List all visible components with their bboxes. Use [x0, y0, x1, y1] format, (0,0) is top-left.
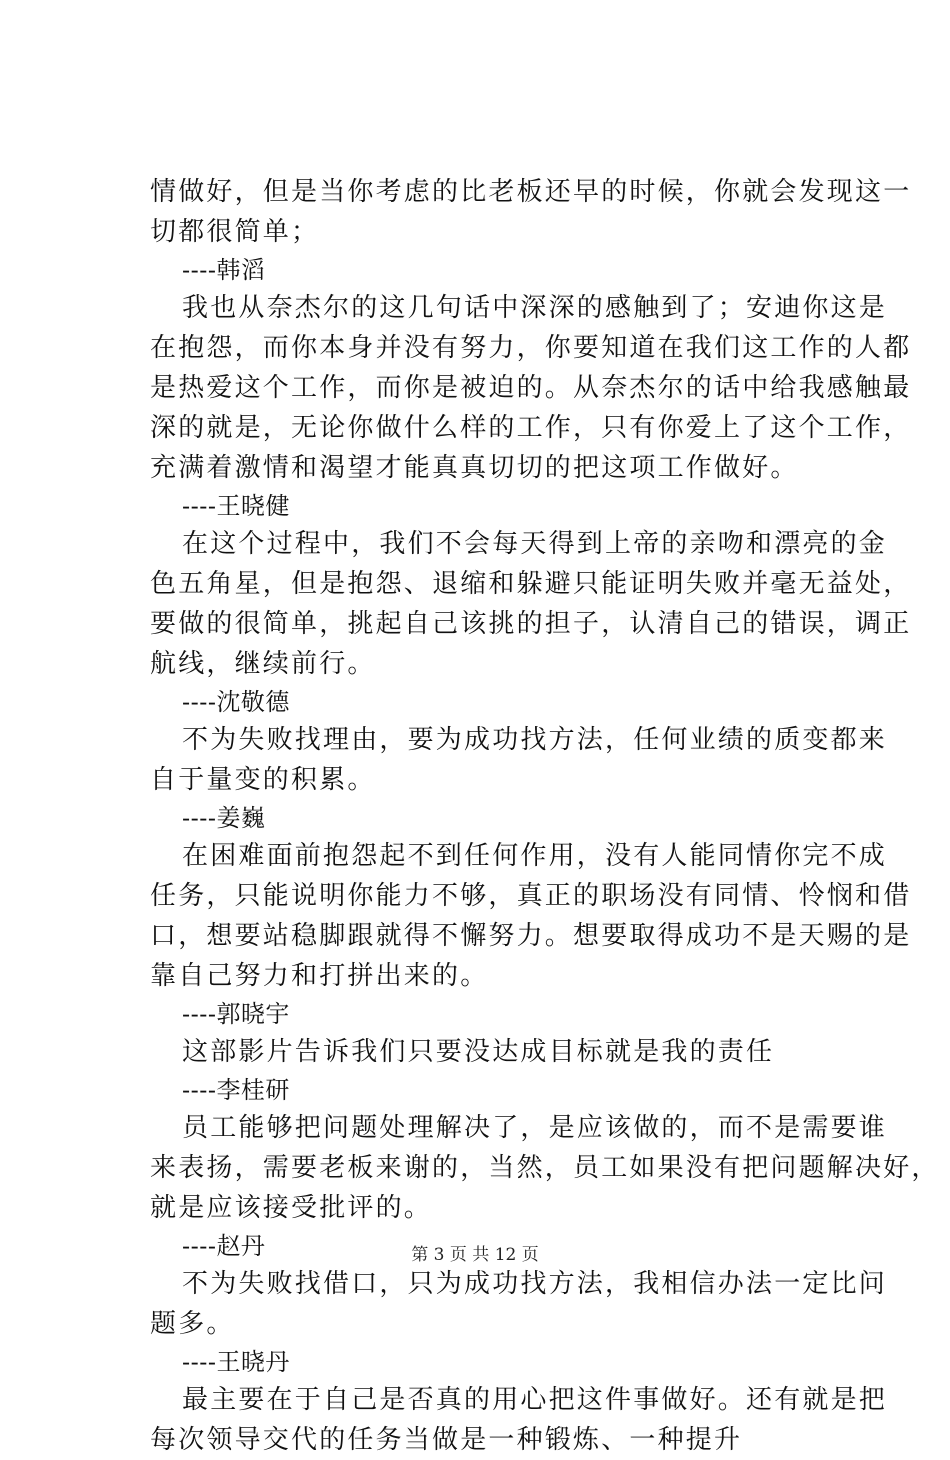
text-line: 在抱怨，而你本身并没有努力，你要知道在我们这工作的人都: [150, 333, 912, 363]
text-line: 自于量变的积累。: [150, 765, 376, 795]
author-signature: ----郭晓宇: [182, 1000, 290, 1028]
text-line: 题多。: [150, 1309, 235, 1339]
text-line: 口，想要站稳脚跟就得不懈努力。想要取得成功不是天赐的是: [150, 921, 912, 951]
author-signature: ----赵丹: [182, 1232, 266, 1260]
author-signature: ----韩滔: [182, 256, 266, 284]
text-line: 员工能够把问题处理解决了，是应该做的，而不是需要谁: [182, 1113, 888, 1143]
text-line: 任务，只能说明你能力不够，真正的职场没有同情、怜悯和借: [150, 881, 912, 911]
text-line: 最主要在于自己是否真的用心把这件事做好。还有就是把: [182, 1385, 888, 1415]
text-line: 色五角星，但是抱怨、退缩和躲避只能证明失败并毫无益处，: [150, 569, 912, 599]
text-line: 来表扬，需要老板来谢的，当然，员工如果没有把问题解决好，: [150, 1153, 940, 1183]
author-signature: ----王晓丹: [182, 1348, 290, 1376]
text-line: 每次领导交代的任务当做是一种锻炼、一种提升: [150, 1425, 743, 1455]
author-signature: ----姜巍: [182, 804, 266, 832]
document-body: [150, 172, 940, 1460]
author-signature: ----沈敬德: [182, 688, 290, 716]
text-line: 切都很简单；: [150, 217, 320, 247]
text-line: 这部影片告诉我们只要没达成目标就是我的责任: [182, 1037, 775, 1067]
text-line: 深的就是，无论你做什么样的工作，只有你爱上了这个工作，: [150, 413, 912, 443]
text-line: 在困难面前抱怨起不到任何作用，没有人能同情你完不成: [182, 841, 888, 871]
text-line: 要做的很简单，挑起自己该挑的担子，认清自己的错误，调正: [150, 609, 912, 639]
text-line: 在这个过程中，我们不会每天得到上帝的亲吻和漂亮的金: [182, 529, 888, 559]
text-line: 就是应该接受批评的。: [150, 1193, 433, 1223]
text-line: 航线，继续前行。: [150, 649, 376, 679]
text-line: 情做好，但是当你考虑的比老板还早的时候，你就会发现这一: [150, 177, 912, 207]
text-line: 我也从奈杰尔的这几句话中深深的感触到了；安迪你这是: [182, 293, 888, 323]
text-line: 靠自己努力和打拼出来的。: [150, 961, 489, 991]
author-signature: ----李桂研: [182, 1076, 290, 1104]
text-line: 充满着激情和渴望才能真真切切的把这项工作做好。: [150, 453, 799, 483]
text-line: 不为失败找理由，要为成功找方法，任何业绩的质变都来: [182, 725, 888, 755]
text-line: 不为失败找借口，只为成功找方法，我相信办法一定比问: [182, 1269, 888, 1299]
author-signature: ----王晓健: [182, 492, 290, 520]
text-line: 是热爱这个工作，而你是被迫的。从奈杰尔的话中给我感触最: [150, 373, 912, 403]
page-footer: 第 3 页 共 12 页: [411, 1245, 539, 1265]
